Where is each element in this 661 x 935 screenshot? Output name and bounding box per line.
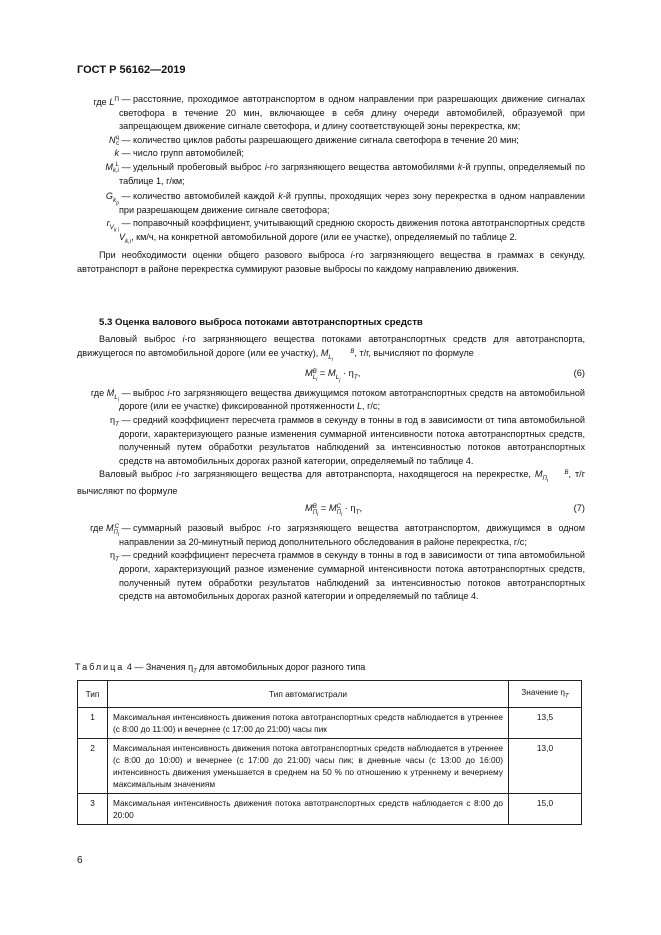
- def-k: k — число групп автомобилей;: [114, 148, 244, 159]
- cell-value: 13,0: [509, 739, 582, 794]
- cell-road: Максимальная интенсивность движения потока автотранспортных средств наблюдается с 8:00 до 20:00: [108, 794, 509, 825]
- cell-type: 3: [78, 794, 108, 825]
- page-number: 6: [77, 855, 83, 866]
- table-header-row: [78, 681, 582, 708]
- paragraph-gross-emission-road: Валовый выброс i-го загрязняющего вещества потоками автотранспортных средств для автотранспорта, движущегося по автомобильной дороге (или ее участку), M В $L_i$, т/г, вычисляют по формуле: [77, 334, 586, 363]
- cell-road: Максимальная интенсивность движения потока автотранспортных средств наблюдается в утреннее (с 8:00 до 10:00) и вечернее (с 17:00 до 21:00) часы пик; в дневные часы (с 13:00 до 16:00) интенсивность движения уменьшается в среднем на 50 % по отношению к утреннему и вечернему максимальным значениям: [108, 739, 509, 794]
- def-L-P: где $L^П$ — расстояние, проходимое автотранспортом в одном направлении при разрешающих движение сигналах светофора в течение 20 мин, включающее в себя длину очереди автомобилей, образуемой при запрещающем движение сигнале светофора, и длину соответствующей зоны перекрестка, км;: [93, 94, 585, 132]
- table-row: [78, 708, 582, 739]
- cell-value: 13,5: [509, 708, 582, 739]
- header-type: Тип: [78, 681, 108, 708]
- def-N-c: Nц с — количество циклов работы разрешающего движение сигнала светофора в течение 20 мин;: [108, 134, 519, 147]
- def-M-Li: где $M_{L_i}$ — выброс i-го загрязняющего вещества движущимся потоком автотранспортных средств на автомобильной дороге (или ее участке) фиксированной протяженности L, г/с;: [90, 387, 586, 412]
- table-row: [78, 739, 582, 794]
- paragraph-gross-emission-crossroad: Валовый выброс i-го загрязняющего вещества для автотранспорта, находящегося на перекрестке, M В $П_i$, т/г вычисляют по формуле: [77, 469, 586, 496]
- section-heading-5-3: 5.3 Оценка валового выброса потоками автотранспортных средств: [99, 317, 423, 328]
- def-eta-T-1: $\eta_T$ — средний коэффициент пересчета граммов в секунду в тонны в год в зависимости от типа автомобильной дороги, характеризующего разные изменения суммарной интенсивности потока автотранспортных средств, полученный путем обработки результатов наблюдений за интенсивностью потоков автотранспортных средств на автомобильных дорогах разной категории, определяемый по таблице 4.: [109, 414, 585, 466]
- paragraph-total-emission: При необходимости оценки общего разового выброса i-го загрязняющего вещества в граммах в секунду, автотранспорт в районе перекрестка суммируют разовые выбросы по каждому направлению движения.: [77, 250, 585, 274]
- def-r-Vki: $r_{V_{k i}}$ — поправочный коэффициент, учитывающий среднюю скорость движения потока автотранспортных средств $V_{k,i}$, км/ч, на конкретной автомобильной дороге (или ее участке), определяемый по таблице 2.: [106, 218, 585, 245]
- definitions-block-1: [77, 93, 585, 277]
- table-caption: Таблица 4 — Значения $\eta_T$ для автомобильных дорог разного типа: [75, 662, 366, 675]
- cell-type: 2: [78, 739, 108, 794]
- def-M-C-Pi: где MС $П_i$ — суммарный разовый выброс i-го загрязняющего вещества автотранспортом, движущимся в одном направлении за 20-минутный период дополнительного обследования в районе перекрестка, г/с;: [90, 523, 585, 547]
- equation-number-7: (7): [573, 503, 585, 514]
- cell-road: Максимальная интенсивность движения потока автотранспортных средств наблюдается в утреннее (с 8:00 до 11:00) и вечернее (с 17:00 до 21:00) часы пик: [108, 708, 509, 739]
- eta-values-table: [77, 680, 582, 825]
- header-road-type: Тип автомагистрали: [108, 681, 509, 708]
- formula-6: MВ $L_i = M_{L_j} \cdot \eta_T$, (6): [305, 367, 585, 383]
- def-G-kp: $G_{k_p}$ — количество автомобилей каждой k-й группы, проходящих через зону перекрестка в одном направлении при разрешающем движение сигнале светофора;: [105, 191, 586, 215]
- def-M-L-ki: M L k,i — удельный пробеговый выброс i-го загрязняющего вещества автомобилями k-й группы, определяемый по таблице 1, г/км;: [105, 161, 585, 186]
- equation-number-6: (6): [573, 367, 585, 378]
- def-eta-T-2: $\eta_T$ — средний коэффициент пересчета граммов в секунду в тонны в год в зависимости от типа автомобильной дороги, характеризующий разное изменение суммарной интенсивности потока автотранспортных средств, полученный путем обработки результатов наблюдений за интенсивностью потоков автотранспортных средств на автомобильных дорогах разной категории и определяемый по таблице 4.: [109, 550, 585, 602]
- table-row: [78, 794, 582, 825]
- section-5-3-body: [77, 333, 585, 604]
- cell-value: 15,0: [509, 794, 582, 825]
- cell-type: 1: [78, 708, 108, 739]
- document-header: ГОСТ Р 56162—2019: [77, 64, 186, 76]
- formula-7: MВ $П_i$ = MС $П_i \cdot \eta_T$, (7): [305, 503, 585, 519]
- header-value: Значение $\eta_T$: [509, 681, 582, 708]
